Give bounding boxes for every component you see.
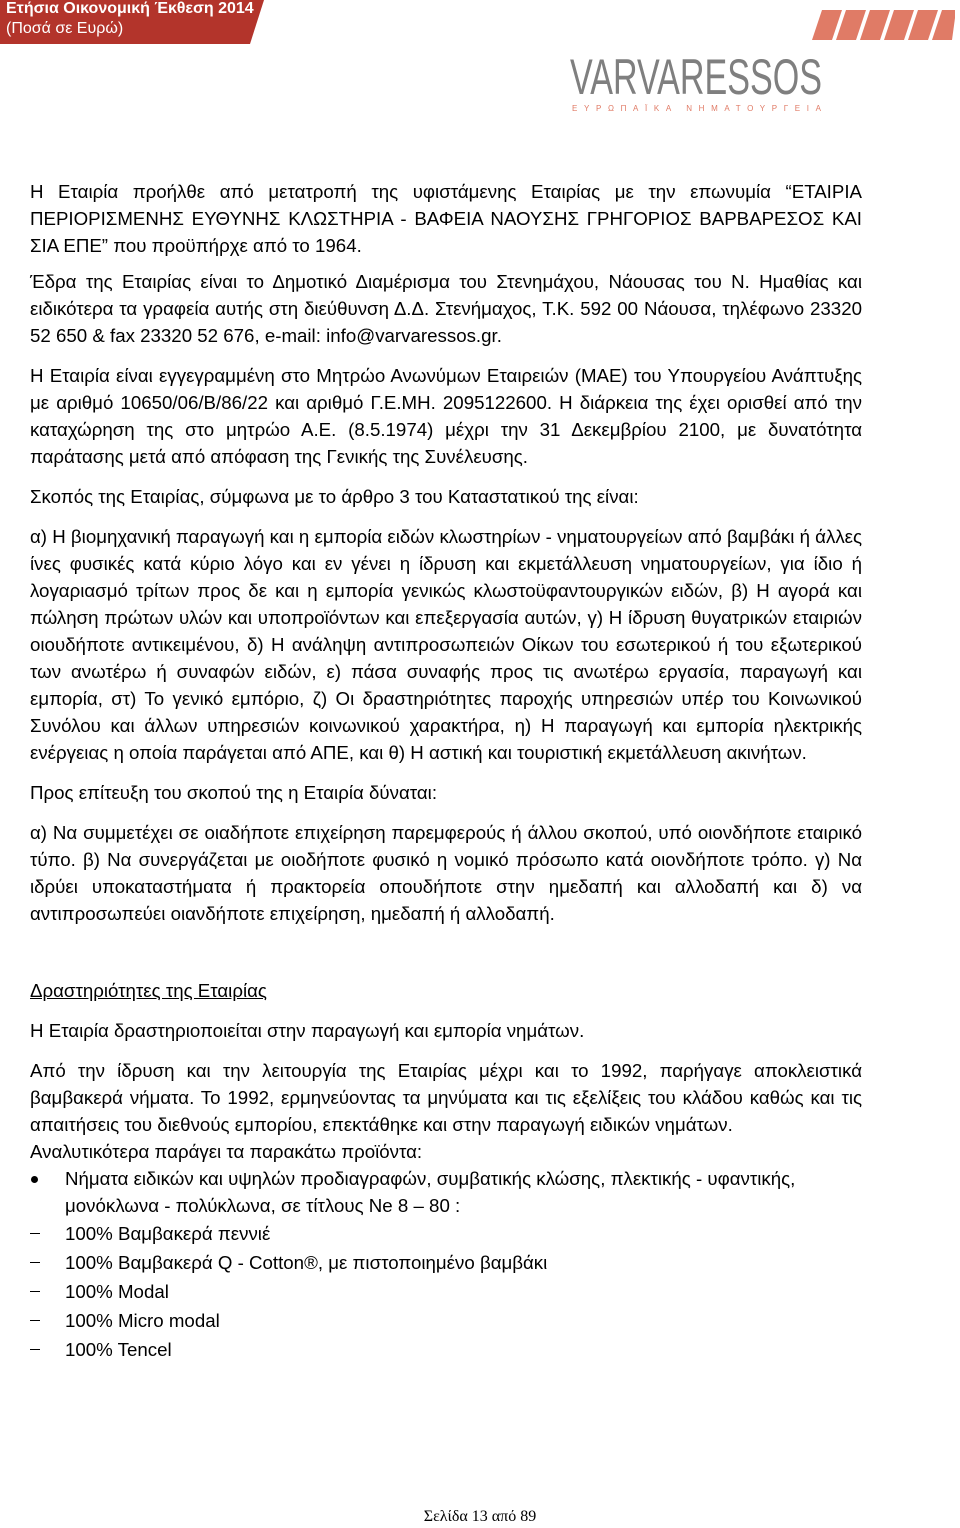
paragraph-purpose-intro: Σκοπός της Εταιρίας, σύμφωνα με το άρθρο 3 του Καταστατικού της είναι:	[30, 486, 639, 507]
products-list	[30, 1219, 862, 1364]
product-text: 100% Modal	[65, 1281, 169, 1302]
products-bullet-list	[30, 1165, 862, 1219]
paragraph-seat: Έδρα της Εταιρίας είναι το Δημοτικό Διαμέρισμα του Στενημάχου, Νάουσας του Ν. Ημαθίας και ειδικότερα τα γραφεία αυτής στη διεύθυνση Δ.Δ. Στενήμαχος, Τ.Κ. 592 00 Νάουσα, τηλέφωνο 23320 52 650 & fax 23320 52 676, e-mail: info@varvaressos.gr.	[30, 271, 862, 346]
paragraph-registration: Η Εταιρία είναι εγγεγραμμένη στο Μητρώο Ανωνύμων Εταιρειών (ΜΑΕ) του Υπουργείου Ανάπτυξης με αριθμό 10650/06/Β/86/22 και αριθμό Γ.Ε.ΜΗ. 2095122600. Η διάρκεια της έχει ορισθεί από την καταχώρηση της στο μητρώο Α.Ε. (8.5.1974) μέχρι την 31 Δεκεμβρίου 2100, με δυνατότητα παράτασης μετά από απόφαση της Γενικής της Συνέλευσης.	[30, 365, 862, 467]
list-item	[30, 1219, 862, 1248]
logo-brand: VARVARESSOS	[570, 49, 822, 105]
dash-icon	[30, 1233, 40, 1234]
list-item	[30, 1306, 862, 1335]
paragraph-products-intro: Αναλυτικότερα παράγει τα παρακάτω προϊόντα:	[30, 1141, 423, 1162]
paragraph-history: Η Εταιρία προήλθε από μετατροπή της υφιστάμενης Εταιρίας με την επωνυμία “ΕΤΑΙΡΙΑ ΠΕΡΙΟΡΙΣΜΕΝΗΣ ΕΥΘΥΝΗΣ ΚΛΩΣΤΗΡΙΑ - ΒΑΦΕΙΑ ΝΑΟΥΣΗΣ ΓΡΗΓΟΡΙΟΣ ΒΑΡΒΑΡΕΣΟΣ ΚΑΙ ΣΙΑ ΕΠΕ” που προϋπήρχε από το 1964.	[30, 181, 862, 256]
list-item	[30, 1277, 862, 1306]
paragraph-purpose-list: α) Η βιομηχανική παραγωγή και η εμπορία ειδών κλωστηρίων - νηματουργείων από βαμβάκι ή άλλες ίνες φυσικές κατά κύριο λόγο και εν γένει η ίδρυση και εκμετάλλευση νηματουργείων, για ίδιο ή λογαριασμό τρίτων προς δε και η εμπορία γενικώς κλωστοϋφαντουργικών ειδών, β) Η αγορά και πώληση πρώτων υλών και υποπροϊόντων και επεξεργασία αυτών, γ) Η ίδρυση θυγατρικών εταιριών οιουδήποτε αντικειμένου, δ) Η ανάληψη αντιπροσωπειών Οίκων του εσωτερικού ή του εξωτερικού των ανωτέρω ή συναφών ειδών, ε) πάσα συναφής προς τις ανωτέρω εργασία, παραγωγή και εμπορία, στ) Το γενικό εμπόριο, ζ) Οι δραστηριότητες παροχής υπηρεσιών υπέρ του Κοινωνικού Συνόλου και άλλων υπηρεσιών κοινωνικού χαρακτήρα, η) Η παραγωγή και εμπορία ηλεκτρικής ενέργειας η οποία παράγεται από ΑΠΕ, και θ) Η αστική και τουριστική εκμετάλλευση ακινήτων.	[30, 526, 862, 763]
bullet-text: Νήματα ειδικών και υψηλών προδιαγραφών, συμβατικής κλώσης, πλεκτικής - υφαντικής, μονόκλωνα - πολύκλωνα, σε τίτλους Ne 8 – 80 :	[65, 1168, 796, 1216]
paragraph-means-list: α) Να συμμετέχει σε οιαδήποτε επιχείρηση παρεμφερούς ή άλλου σκοπού, υπό οιονδήποτε εταιρικό τύπο. β) Να συνεργάζεται με οιοδήποτε φυσικό η νομικό πρόσωπο κατά οιονδήποτε τρόπο. γ) Να ιδρύει υποκαταστήματα ή πρακτορεία οπουδήποτε στην ημεδαπή και αλλοδαπή και δ) να αντιπροσωπεύει οιανδήποτε επιχείρηση, ημεδαπή ή αλλοδαπή.	[30, 822, 862, 924]
dash-icon	[30, 1262, 40, 1263]
document-body	[30, 178, 862, 1364]
list-item	[30, 1248, 862, 1277]
product-text: 100% Tencel	[65, 1339, 172, 1360]
paragraph-means-intro: Προς επίτευξη του σκοπού της η Εταιρία δύναται:	[30, 782, 438, 803]
report-subtitle: (Ποσά σε Ευρώ)	[6, 20, 124, 37]
product-text: 100% Βαμβακερά πεννιέ	[65, 1223, 271, 1244]
product-text: 100% Micro modal	[65, 1310, 220, 1331]
logo-tagline: ΕΥΡΩΠΑΪΚΑ ΝΗΜΑΤΟΥΡΓΕΙΑ	[572, 104, 824, 113]
dash-icon	[30, 1320, 40, 1321]
company-logo	[560, 4, 955, 114]
page-number: Σελίδα 13 από 89	[423, 1508, 537, 1525]
bullet-icon	[31, 1176, 38, 1183]
product-text: 100% Βαμβακερά Q - Cotton®, με πιστοποιημένο βαμβάκι	[65, 1252, 548, 1273]
report-title: Ετήσια Οικονομική Έκθεση 2014	[6, 0, 254, 17]
list-item	[30, 1165, 862, 1219]
section-title-activities: Δραστηριότητες της Εταιρίας	[30, 980, 267, 1001]
list-item	[30, 1335, 862, 1364]
logo-stripes-icon	[812, 10, 955, 40]
paragraph-activity-history: Από την ίδρυση και την λειτουργία της Εταιρίας μέχρι και το 1992, παρήγαγε αποκλειστικά βαμβακερά νήματα. Το 1992, ερμηνεύοντας τα μηνύματα και τις εξελίξεις του κλάδου καθώς και τις απαιτήσεις του διεθνούς εμπορίου, επεκτάθηκε και στην παραγωγή ειδικών νημάτων.	[30, 1060, 862, 1135]
dash-icon	[30, 1291, 40, 1292]
dash-icon	[30, 1349, 40, 1350]
paragraph-activity: Η Εταιρία δραστηριοποιείται στην παραγωγή και εμπορία νημάτων.	[30, 1020, 585, 1041]
